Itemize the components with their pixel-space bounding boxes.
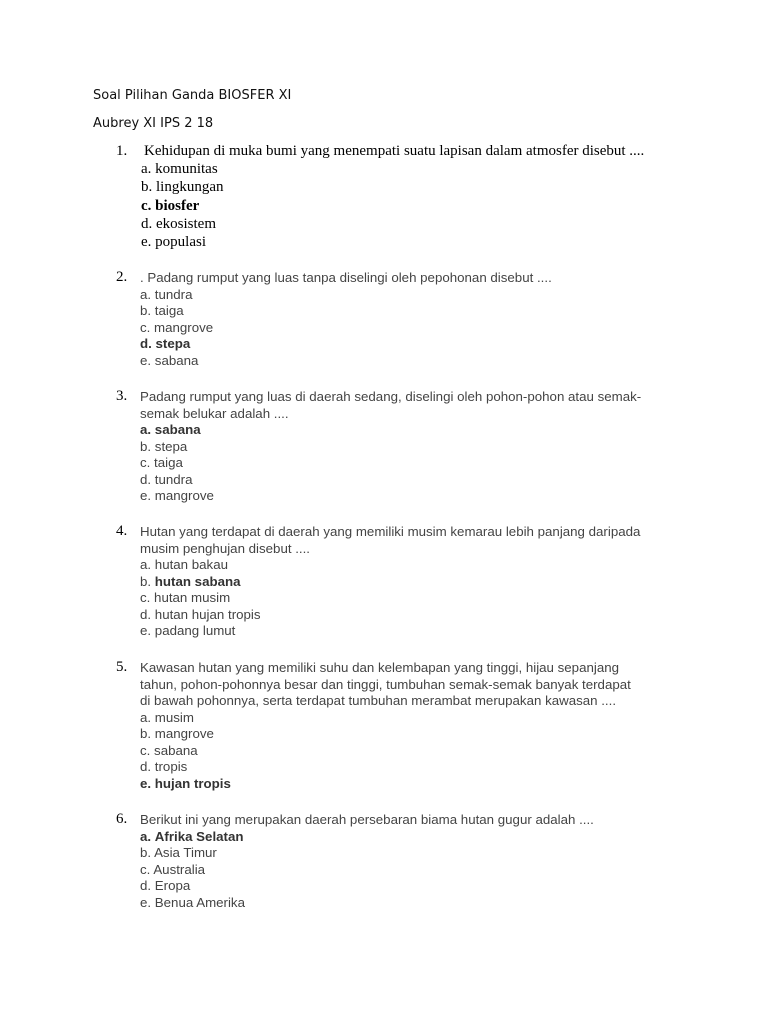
correct-answer-text: hutan sabana <box>154 573 241 589</box>
question-body <box>141 142 696 251</box>
answer-option <box>140 759 696 776</box>
option-text: populasi <box>155 234 207 251</box>
question-stem-line: Kawasan hutan yang memiliki suhu dan kelembapan yang tinggi, hijau sepanjang <box>140 660 620 675</box>
question-number: 1. <box>116 143 128 159</box>
correct-answer-text: sabana <box>154 422 201 437</box>
option-text: mangrove <box>154 726 214 741</box>
option-text: Australia <box>153 861 206 877</box>
question-stem-line: Padang rumput yang luas di daerah sedang, diselingi oleh pohon-pohon atau semak- <box>140 389 642 404</box>
question-number: 3. <box>116 388 128 404</box>
option-text: mangrove <box>154 488 214 503</box>
question-5 <box>116 660 696 792</box>
question-stem-line: Kehidupan di muka bumi yang menempati suatu lapisan dalam atmosfer disebut .... <box>144 143 645 159</box>
option-text: ekosistem <box>156 215 216 232</box>
question-stem-line: Hutan yang terdapat di daerah yang memiliki musim kemarau lebih panjang daripada <box>140 524 641 539</box>
question-stem-line: semak belukar adalah .... <box>140 405 289 421</box>
question-body <box>140 524 696 640</box>
answer-option <box>141 215 696 233</box>
option-text: tundra <box>154 471 193 487</box>
author-line: Aubrey XI IPS 2 18 <box>93 116 214 131</box>
option-text: Eropa <box>154 878 191 893</box>
answer-option <box>140 439 696 456</box>
option-text: sabana <box>154 352 199 368</box>
question-number: 2. <box>116 269 128 285</box>
question-body <box>140 389 696 505</box>
option-letter: d. <box>140 471 152 487</box>
option-letter: a. <box>141 161 152 178</box>
option-letter: c. <box>141 197 152 214</box>
option-letter: c. <box>140 319 151 335</box>
option-text: taiga <box>154 303 184 318</box>
answer-option <box>140 574 696 591</box>
answer-option <box>141 178 696 196</box>
question-6 <box>116 812 696 911</box>
answer-option <box>140 878 696 895</box>
option-letter: d. <box>140 336 152 351</box>
option-letter: c. <box>140 861 151 877</box>
option-letter: e. <box>140 488 152 503</box>
option-text: mangrove <box>154 319 214 335</box>
option-letter: e. <box>140 352 152 368</box>
option-letter: d. <box>140 878 152 893</box>
option-text: lingkungan <box>156 179 224 196</box>
answer-option <box>140 455 696 472</box>
option-text: tropis <box>154 759 188 774</box>
option-text: hutan musim <box>154 590 231 605</box>
answer-option <box>140 336 696 353</box>
answer-option <box>141 197 696 215</box>
answer-option <box>140 862 696 879</box>
correct-answer-text: biosfer <box>155 197 200 214</box>
option-letter: a. <box>140 286 152 302</box>
question-1 <box>116 142 696 251</box>
answer-option <box>140 743 696 760</box>
correct-answer-text: Afrika Selatan <box>154 828 244 844</box>
option-letter: d. <box>141 215 153 232</box>
option-text: stepa <box>154 438 188 454</box>
answer-option <box>140 320 696 337</box>
answer-option <box>140 607 696 624</box>
option-letter: b. <box>140 573 152 589</box>
option-letter: a. <box>140 709 152 725</box>
question-number: 6. <box>116 811 128 827</box>
option-text: sabana <box>154 742 198 758</box>
option-letter: e. <box>141 234 152 251</box>
option-letter: b. <box>140 726 152 741</box>
option-letter: b. <box>140 845 152 860</box>
question-body <box>140 812 696 911</box>
question-stem-line: Berikut ini yang merupakan daerah persebaran biama hutan gugur adalah .... <box>140 812 594 827</box>
option-text: padang lumut <box>154 623 236 638</box>
option-text: komunitas <box>155 161 218 178</box>
answer-option <box>140 353 696 370</box>
question-3 <box>116 389 696 505</box>
option-letter: d. <box>140 606 152 622</box>
option-letter: b. <box>141 179 153 196</box>
answer-option <box>140 726 696 743</box>
answer-option <box>140 287 696 304</box>
answer-option <box>140 710 696 727</box>
question-number: 4. <box>116 523 128 539</box>
document-title: Soal Pilihan Ganda BIOSFER XI <box>93 88 292 103</box>
question-stem-line: tahun, pohon-pohonnya besar dan tinggi, tumbuhan semak-semak banyak terdapat <box>140 676 631 692</box>
answer-option <box>140 590 696 607</box>
option-letter: a. <box>140 557 152 572</box>
option-letter: e. <box>140 775 152 791</box>
option-text: hutan hujan tropis <box>154 606 261 622</box>
option-letter: c. <box>140 455 151 470</box>
question-4 <box>116 524 696 640</box>
answer-option <box>140 488 696 505</box>
answer-option <box>141 160 696 178</box>
answer-option <box>140 829 696 846</box>
option-letter: e. <box>140 623 152 638</box>
answer-option <box>140 895 696 912</box>
option-text: Benua Amerika <box>154 894 245 910</box>
option-letter: c. <box>140 590 151 605</box>
option-text: tundra <box>154 286 193 302</box>
option-text: Asia Timur <box>154 845 217 860</box>
answer-option <box>140 472 696 489</box>
answer-option <box>140 422 696 439</box>
question-number: 5. <box>116 659 128 675</box>
option-text: hutan bakau <box>154 557 228 572</box>
option-text: taiga <box>154 455 183 470</box>
answer-option <box>140 623 696 640</box>
answer-option <box>140 776 696 793</box>
answer-option <box>141 233 696 251</box>
question-body <box>140 660 696 792</box>
option-letter: b. <box>140 303 152 318</box>
option-letter: c. <box>140 742 151 758</box>
correct-answer-text: hujan tropis <box>154 775 231 791</box>
correct-answer-text: stepa <box>155 336 191 351</box>
option-letter: a. <box>140 828 152 844</box>
question-stem-line: musim penghujan disebut .... <box>140 540 311 556</box>
option-letter: e. <box>140 894 152 910</box>
question-stem-line: di bawah pohonnya, serta terdapat tumbuhan merambat merupakan kawasan .... <box>140 693 617 708</box>
answer-option <box>140 557 696 574</box>
question-stem-line: . Padang rumput yang luas tanpa diselingi oleh pepohonan disebut .... <box>140 270 552 285</box>
option-letter: a. <box>140 422 152 437</box>
answer-option <box>140 845 696 862</box>
question-body <box>140 270 696 369</box>
answer-option <box>140 303 696 320</box>
option-text: musim <box>154 709 194 725</box>
option-letter: d. <box>140 759 152 774</box>
question-2 <box>116 270 696 369</box>
option-letter: b. <box>140 438 152 454</box>
